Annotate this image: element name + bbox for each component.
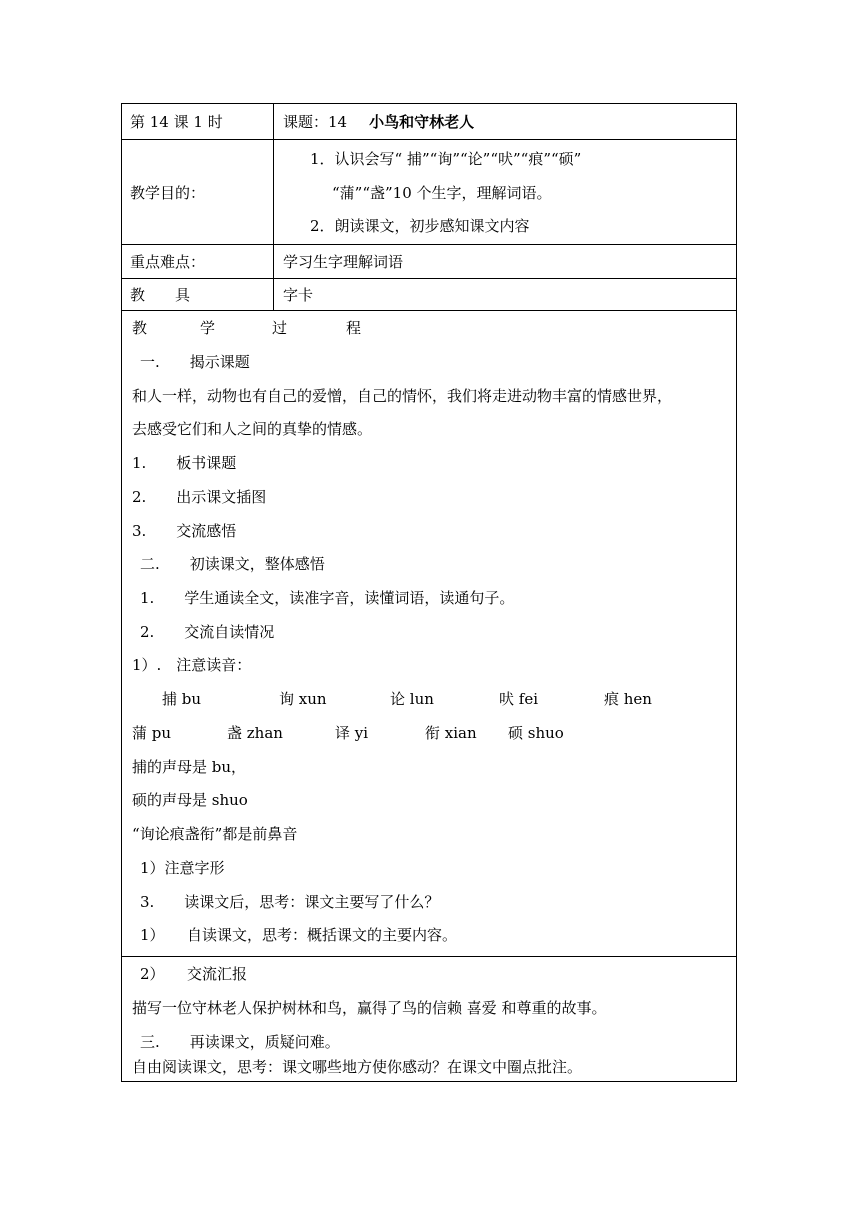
section-3-instruction: 自由阅读课文，思考：课文哪些地方使你感动？在课文中圈点批注。 — [132, 1058, 583, 1076]
pinyin-entry: 痕 hen — [604, 690, 652, 708]
pinyin-entry: 捕 bu — [162, 690, 202, 708]
key-points-label-cell — [122, 245, 274, 278]
list-item-3: 3. 交流感悟 — [132, 522, 237, 540]
goal-line-2: “蒲”“盏”10 个生字，理解词语。 — [332, 184, 552, 202]
section-2-heading: 二. 初读课文，整体感悟 — [140, 555, 325, 573]
pinyin-entry: 蒲 pu — [132, 724, 172, 742]
list-item-2: 2. 出示课文插图 — [132, 488, 267, 506]
process-cell — [122, 311, 736, 956]
list-item-1: 1. 板书课题 — [132, 454, 237, 472]
tools-row — [122, 279, 736, 311]
period-cell — [122, 104, 274, 139]
topic-title: 小鸟和守林老人 — [369, 113, 475, 131]
tools-label: 教 具 — [130, 286, 191, 304]
continuation-cell — [122, 957, 736, 1081]
note-pronunciation: 1）. 注意读音： — [132, 656, 252, 674]
topic-cell — [274, 104, 736, 139]
initial-line-2: 硕的声母是 shuo — [132, 791, 248, 809]
goals-row — [122, 140, 736, 245]
process-heading-char: 过 — [272, 319, 288, 337]
pinyin-entry: 询 xun — [279, 690, 327, 708]
lesson-plan-table — [121, 103, 737, 1082]
tools-value: 字卡 — [283, 286, 314, 304]
summary-line: 描写一位守林老人保护树林和鸟，赢得了鸟的信赖 喜爱 和尊重的故事。 — [132, 999, 607, 1017]
process-row — [122, 311, 736, 957]
tools-label-cell — [122, 279, 274, 310]
key-points-label: 重点难点： — [130, 253, 206, 271]
section-3-heading: 三. 再读课文，质疑问难。 — [140, 1033, 340, 1051]
goals-label-cell — [122, 140, 274, 244]
pinyin-entry: 吠 fei — [499, 690, 538, 708]
key-points-value: 学习生字理解词语 — [283, 253, 404, 271]
process-heading-char: 教 — [132, 319, 148, 337]
period-text: 第 14 课 1 时 — [130, 113, 223, 131]
pinyin-entry: 论 lun — [390, 690, 434, 708]
goal-line-3: 2．朗读课文，初步感知课文内容 — [310, 217, 530, 235]
process-heading-char: 学 — [200, 319, 216, 337]
tools-value-cell — [274, 279, 736, 310]
key-points-value-cell — [274, 245, 736, 278]
continuation-row — [122, 957, 736, 1081]
process-heading — [132, 318, 361, 338]
pinyin-entry: 衔 xian — [425, 724, 477, 742]
initial-line-1: 捕的声母是 bu， — [132, 758, 247, 776]
section-2-item-2: 2. 交流自读情况 — [140, 623, 275, 641]
intro-line-2: 去感受它们和人之间的真挚的情感。 — [132, 420, 373, 438]
front-nasal-note: “询论痕盏衔”都是前鼻音 — [132, 825, 298, 843]
pinyin-entry: 硕 shuo — [508, 724, 564, 742]
process-heading-char: 程 — [346, 319, 362, 337]
header-row — [122, 104, 736, 140]
goal-line-1: 1．认识会写“ 捕”“询”“论”“吠”“痕”“硕” — [310, 150, 582, 168]
intro-line-1: 和人一样，动物也有自己的爱憎，自己的情怀，我们将走进动物丰富的情感世界， — [132, 387, 673, 405]
key-points-row — [122, 245, 736, 279]
section-2-item-1: 1. 学生通读全文，读准字音，读懂词语，读通句子。 — [140, 589, 515, 607]
pinyin-entry: 译 yi — [335, 724, 369, 742]
section-2-item-3: 3. 读课文后，思考：课文主要写了什么？ — [140, 893, 440, 911]
goals-content-cell — [274, 140, 736, 244]
goals-label: 教学目的： — [130, 183, 206, 202]
topic-label: 课题：14 — [283, 113, 348, 131]
section-1-heading: 一. 揭示课题 — [140, 353, 250, 371]
report-heading: 2） 交流汇报 — [140, 965, 248, 983]
pinyin-entry: 盏 zhan — [227, 724, 283, 742]
note-character-shape: 1）注意字形 — [140, 859, 225, 877]
section-2-item-3-1: 1） 自读课文，思考：概括课文的主要内容。 — [140, 926, 458, 944]
